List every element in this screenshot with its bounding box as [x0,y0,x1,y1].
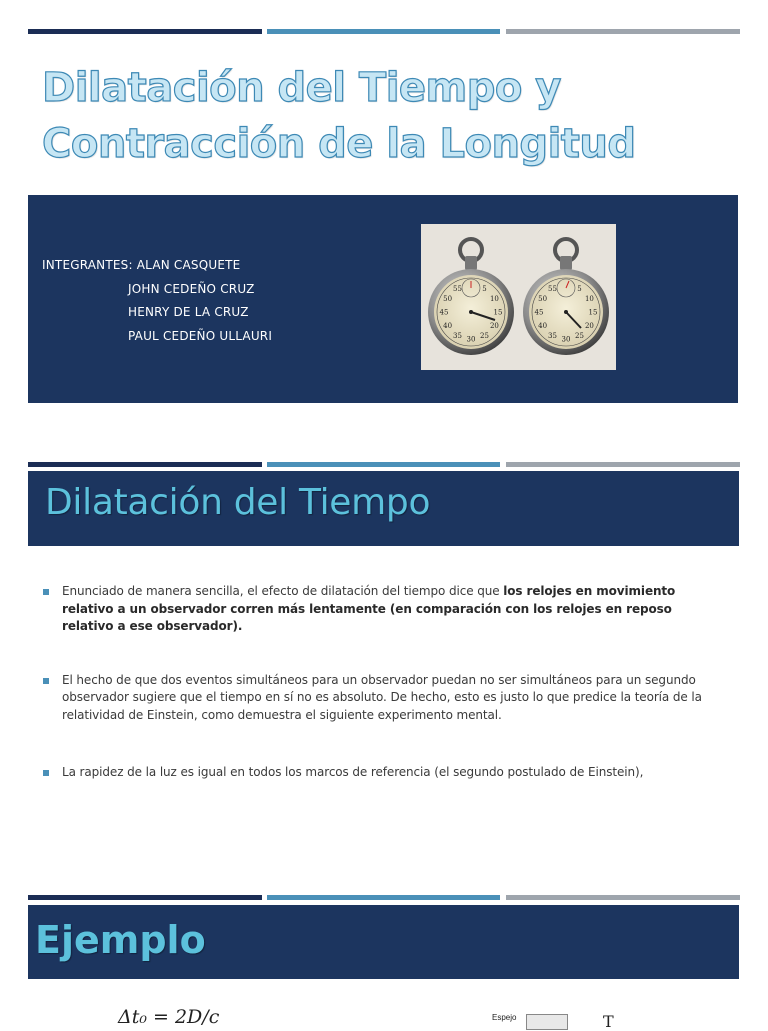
dial-number: 55 [548,285,557,294]
bullet-square-icon [43,678,49,684]
slide3-stripe-blue [267,895,500,900]
time-formula: Δt₀ = 2D/c [118,1006,220,1028]
bullet-text: El hecho de que dos eventos simultáneos para un observador puedan no ser simultáneos para un segundo observador sugiere que el tiempo en sí no es absoluto. De hecho, esto es justo lo que predice la teoría de la relatividad de Einstein, como demuestra el siguiente experimento mental. [62,672,702,722]
dial-number: 35 [548,331,557,340]
bullet-square-icon [43,770,49,776]
list-item [42,583,722,636]
dial-number: 20 [584,322,594,330]
stopwatches-svg [421,224,616,370]
dial-number: 5 [482,285,487,294]
slide1-title-line1: Dilatación del Tiempo y [42,65,561,111]
stopwatches-image [421,224,616,370]
member-name: PAUL CEDEÑO ULLAURI [128,328,273,343]
member-name: HENRY DE LA CRUZ [128,305,249,319]
dial-number: 30 [466,335,476,344]
slide1-title [42,60,742,172]
members-label: INTEGRANTES: [42,258,133,272]
dial-number: 40 [538,322,548,330]
diagram-letter: T [603,1012,614,1031]
top-stripe-gray [506,29,740,34]
slide3-stripe-navy [28,895,262,900]
dial-number: 15 [493,308,503,317]
slide2-title: Dilatación del Tiempo [45,482,431,523]
slide2-stripe-blue [267,462,500,467]
slide2-stripe-navy [28,462,262,467]
bullet-square-icon [43,589,49,595]
dial-number: 50 [538,295,548,303]
members-list [42,254,272,348]
list-item [42,764,722,782]
dial-number: 40 [443,322,453,330]
dial-number: 55 [453,285,462,294]
dial-number: 30 [561,335,571,344]
dial-number: 45 [534,308,544,317]
bullet-text: Enunciado de manera sencilla, el efecto de dilatación del tiempo dice que [62,584,504,598]
dial-number: 20 [489,322,499,330]
list-item [42,672,722,725]
slide1-title-line2: Contracción de la Longitud [42,121,636,167]
top-stripe-blue [267,29,500,34]
members-row [42,254,272,278]
slide3-title: Ejemplo [35,918,206,962]
dial-number: 5 [577,285,582,294]
dial-number: 10 [584,295,594,303]
dial-number: 25 [480,331,489,340]
mirror-diagram [526,1014,568,1030]
member-name: ALAN CASQUETE [136,258,241,272]
diagram-label: Espejo [492,1013,517,1022]
top-stripe-navy [28,29,262,34]
slide2-stripe-gray [506,462,740,467]
dial-number: 15 [588,308,598,317]
bullet-text: La rapidez de la luz es igual en todos los marcos de referencia (el segundo postulado de Einstein), [62,765,644,779]
bullet-text-bold: los relojes en movimiento relativo a un observador corren más lentamente (en comparación con los relojes en reposo relativo a ese observador). [62,584,676,633]
dial-number: 45 [439,308,449,317]
slide2-bullets [42,583,722,782]
member-name: JOHN CEDEÑO CRUZ [128,281,255,296]
dial-number: 35 [453,331,462,340]
dial-number: 10 [489,295,499,303]
dial-number: 50 [443,295,453,303]
slide3-stripe-gray [506,895,740,900]
dial-number: 25 [575,331,584,340]
